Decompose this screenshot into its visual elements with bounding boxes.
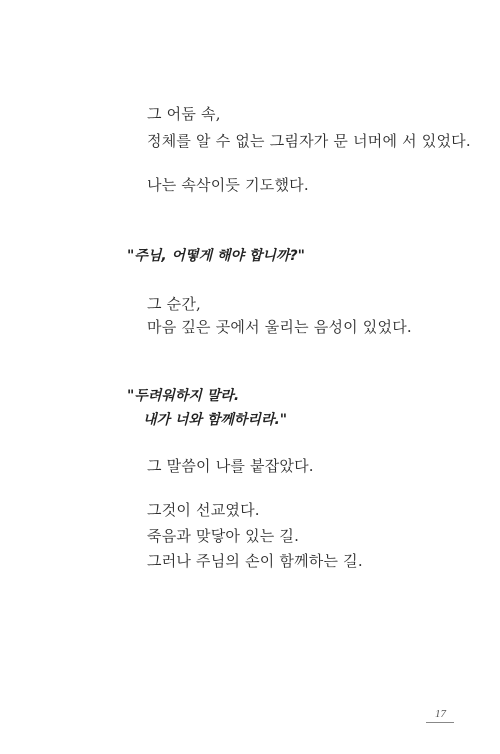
text-line: 정체를 알 수 없는 그림자가 문 너머에 서 있었다.: [147, 132, 471, 150]
quote-line: "주님, 어떻게 해야 합니까?": [127, 248, 305, 264]
page-number: 17: [435, 708, 446, 720]
text-line: 그 말씀이 나를 붙잡았다.: [147, 457, 314, 475]
text-line: 그 순간,: [147, 295, 202, 313]
text-line: 그것이 선교였다.: [147, 501, 260, 519]
text-line: 죽음과 맞닿아 있는 길.: [147, 527, 300, 545]
text-line: 그 어둠 속,: [147, 105, 221, 123]
quote-line: "두려워하지 말라.: [127, 388, 240, 404]
text-line: 그러나 주님의 손이 함께하는 길.: [147, 552, 363, 570]
quote-line: 내가 너와 함께하리라.": [143, 412, 288, 428]
text-line: 마음 깊은 곳에서 울리는 음성이 있었다.: [147, 318, 412, 336]
page-number-rule: [426, 722, 454, 723]
text-line: 나는 속삭이듯 기도했다.: [147, 176, 309, 194]
